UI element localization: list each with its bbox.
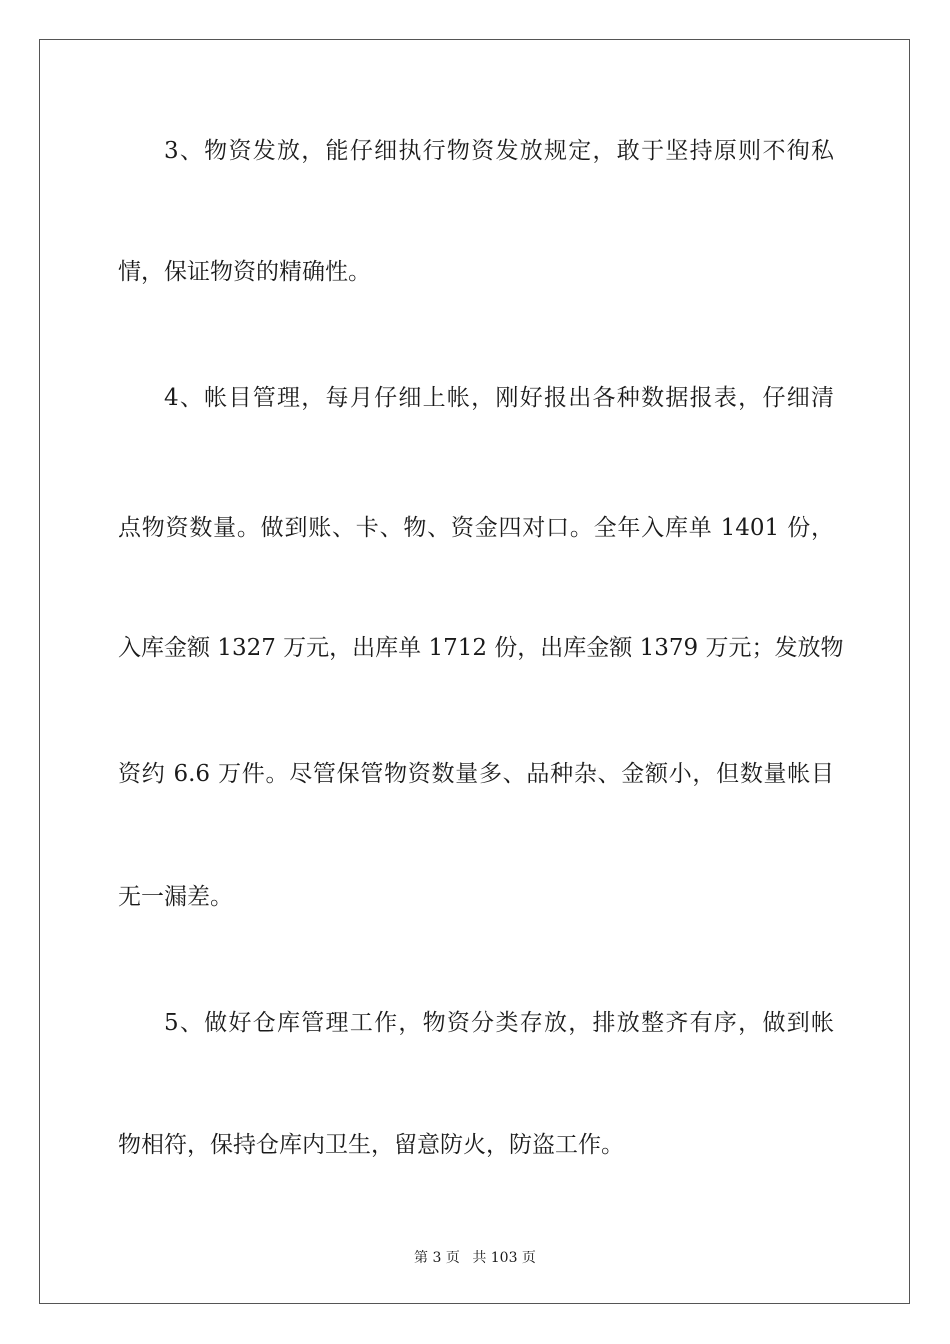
total-pages: 共 103 页: [472, 1250, 536, 1266]
page-number: 第 3 页: [414, 1250, 460, 1266]
paragraph-3-line-2: 情，保证物资的精确性。: [118, 259, 371, 285]
paragraph-4-line-3: 入库金额 1327 万元，出库单 1712 份，出库金额 1379 万元；发放物: [118, 635, 844, 661]
paragraph-4-line-2: 点物资数量。做到账、卡、物、资金四对口。全年入库单 1401 份，: [118, 515, 834, 541]
page-border: [39, 39, 910, 1304]
paragraph-3-line-1: 3、物资发放，能仔细执行物资发放规定，敢于坚持原则不徇私: [164, 138, 834, 164]
paragraph-4-line-1: 4、帐目管理，每月仔细上帐，刚好报出各种数据报表，仔细清: [164, 385, 834, 411]
paragraph-5-line-1: 5、做好仓库管理工作，物资分类存放，排放整齐有序，做到帐: [164, 1010, 834, 1036]
paragraph-4-line-5: 无一漏差。: [118, 884, 233, 910]
page-footer: [0, 1247, 950, 1267]
paragraph-5-line-2: 物相符，保持仓库内卫生，留意防火，防盗工作。: [118, 1132, 624, 1158]
paragraph-4-line-4: 资约 6.6 万件。尽管保管物资数量多、品种杂、金额小，但数量帐目: [118, 761, 834, 787]
